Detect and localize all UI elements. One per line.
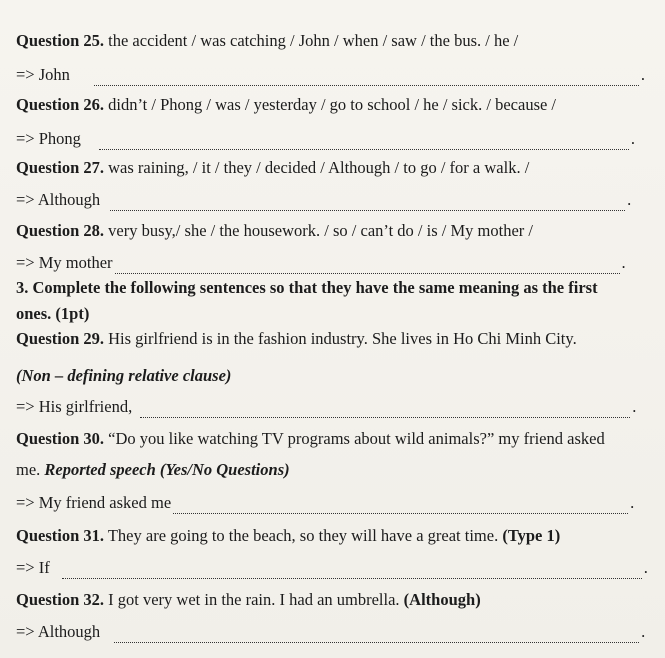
- answer-31-blank[interactable]: [62, 562, 642, 579]
- question-30-text2: me.: [16, 460, 45, 479]
- answer-32-row: [16, 621, 665, 643]
- question-30: [16, 428, 665, 450]
- question-27-text: was raining, / it / they / decided / Although / to go / for a walk. /: [104, 158, 530, 177]
- answer-32-blank[interactable]: [114, 626, 639, 643]
- question-31: [16, 525, 665, 547]
- question-26-text: didn’t / Phong / was / yesterday / go to school / he / sick. / because /: [104, 95, 557, 114]
- question-25-label: Question 25.: [16, 31, 105, 50]
- answer-27-blank[interactable]: [110, 194, 625, 211]
- answer-27-prefix: => Although: [16, 190, 101, 209]
- answer-29-blank[interactable]: [140, 401, 630, 418]
- question-29-text: His girlfriend is in the fashion industry. She lives in Ho Chi Minh City.: [104, 329, 577, 348]
- answer-25-row: [16, 64, 665, 86]
- question-26: [16, 94, 665, 116]
- question-29: [16, 328, 665, 350]
- question-30-cont: [16, 459, 665, 481]
- answer-26-row: [16, 128, 665, 150]
- question-32-label: Question 32.: [16, 590, 105, 609]
- question-31-text: They are going to the beach, so they will have a great time.: [104, 526, 503, 545]
- question-32-text: I got very wet in the rain. I had an umbrella.: [104, 590, 404, 609]
- answer-25-blank[interactable]: [94, 69, 639, 86]
- question-28-text: very busy,/ she / the housework. / so / can’t do / is / My mother /: [104, 221, 533, 240]
- answer-25-end: .: [640, 65, 646, 84]
- question-27: [16, 157, 665, 179]
- question-29-label: Question 29.: [16, 329, 105, 348]
- answer-31-end: .: [643, 558, 648, 577]
- answer-27-end: .: [627, 190, 632, 209]
- question-31-label: Question 31.: [16, 526, 105, 545]
- question-30-label: Question 30.: [16, 429, 105, 448]
- answer-29-end: .: [632, 397, 637, 416]
- question-30-text: “Do you like watching TV programs about wild animals?” my friend asked: [104, 429, 605, 448]
- question-25: [16, 30, 665, 52]
- answer-30-blank[interactable]: [173, 497, 628, 514]
- answer-26-blank[interactable]: [99, 133, 629, 150]
- answer-28-prefix: => My mother: [16, 253, 113, 272]
- question-32-hint: (Although): [403, 590, 481, 609]
- answer-28-row: [16, 252, 665, 274]
- section-3-heading: 3. Complete the following sentences so that they have the same meaning as the first: [16, 278, 598, 297]
- section-3-heading-cont: ones. (1pt): [16, 304, 90, 323]
- question-28: [16, 220, 665, 242]
- question-29-hint: (Non – defining relative clause): [16, 366, 232, 385]
- question-27-label: Question 27.: [16, 158, 105, 177]
- answer-30-end: .: [630, 493, 635, 512]
- answer-29-row: [16, 396, 665, 418]
- answer-26-end: .: [630, 129, 636, 148]
- answer-27-row: [16, 189, 665, 211]
- answer-31-prefix: => If: [16, 558, 50, 577]
- question-31-hint: (Type 1): [502, 526, 561, 545]
- answer-25-prefix: => John: [16, 65, 70, 84]
- question-25-text: the accident / was catching / John / when / saw / the bus. / he /: [104, 31, 519, 50]
- answer-28-end: .: [621, 253, 626, 272]
- question-32: [16, 589, 665, 611]
- answer-26-prefix: => Phong: [16, 129, 81, 148]
- answer-31-row: [16, 557, 665, 579]
- question-28-label: Question 28.: [16, 221, 105, 240]
- answer-29-prefix: => His girlfriend,: [16, 397, 133, 416]
- answer-32-end: .: [641, 622, 646, 641]
- answer-30-prefix: => My friend asked me: [16, 493, 172, 512]
- answer-28-blank[interactable]: [115, 257, 620, 274]
- answer-32-prefix: => Although: [16, 622, 101, 641]
- answer-30-row: [16, 492, 665, 514]
- question-30-hint: Reported speech (Yes/No Questions): [44, 460, 290, 479]
- question-26-label: Question 26.: [16, 95, 105, 114]
